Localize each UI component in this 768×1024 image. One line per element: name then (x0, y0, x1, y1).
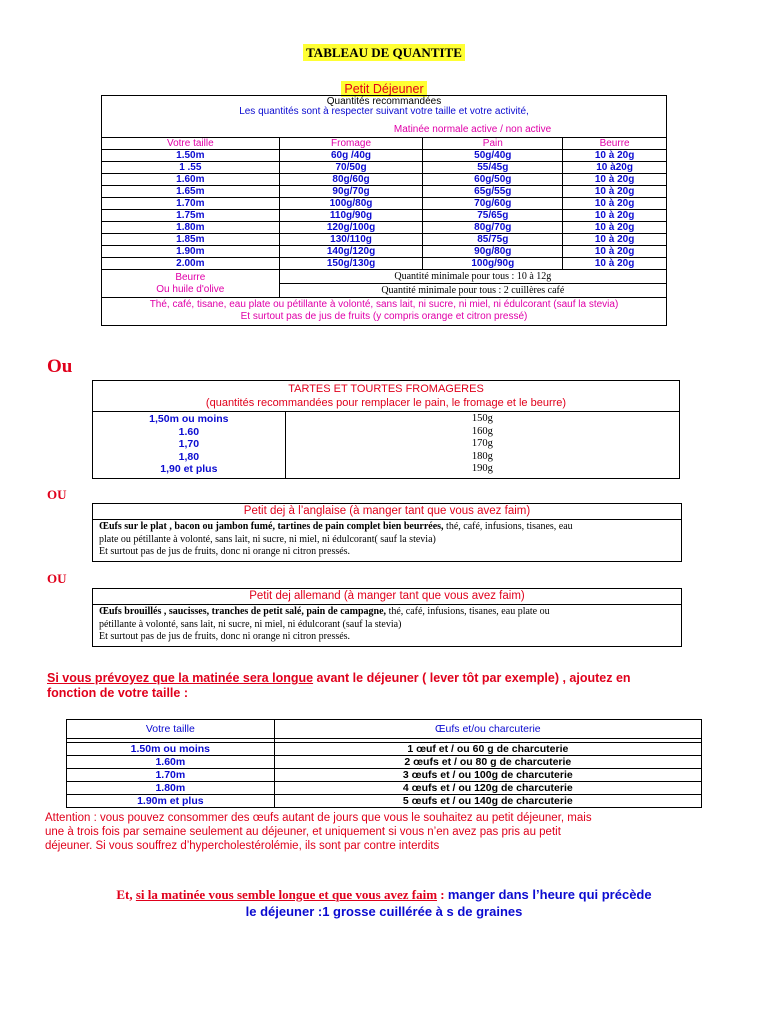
final-colon: : (437, 887, 448, 902)
cell: 80g/60g (279, 174, 423, 186)
attention-note (45, 811, 725, 853)
cell: 90g/80g (423, 246, 563, 258)
final-underlined: si la matinée vous semble longue et que vous avez faim (135, 887, 438, 902)
allemand-drinks: thé, café, infusions, tisanes, eau plate ou (386, 606, 550, 617)
attention-line2: une à trois fois par semaine seulement au déjeuner, et uniquement si vous n’en avez pas pris au petit (45, 826, 561, 838)
allemand-foods: Œufs brouillés , saucisses, tranches de petit salé, pain de campagne, (99, 606, 387, 617)
cell: 10 à20g (563, 162, 667, 174)
quantities-note: Les quantités sont à respecter suivant votre taille et votre activité, (239, 106, 529, 117)
cell: 75/65g (423, 210, 563, 222)
allemand-line3: Et surtout pas de jus de fruits, donc ni orange ni citron pressés. (99, 631, 351, 642)
cell: 60g /40g (279, 150, 423, 162)
min-qty-beurre: Quantité minimale pour tous : 10 à 12g (279, 270, 666, 284)
cell: 100g/90g (423, 258, 563, 270)
table-row (102, 198, 667, 210)
cell: 1 .55 (102, 162, 280, 174)
list-item: 1,90 et plus (160, 463, 218, 475)
anglais-line3: Et surtout pas de jus de fruits, donc ni orange ni citron pressés. (99, 546, 351, 557)
cell: 1.50m (102, 150, 280, 162)
cell: 50g/40g (423, 150, 563, 162)
anglais-line2: plate ou pétillante à volonté, sans lait, ni sucre, ni miel, ni édulcorant( sauf la stevia) (99, 533, 436, 545)
anglais-heading: Petit dej à l’anglaise (à manger tant que vous avez faim) (93, 504, 681, 520)
table-row (67, 782, 702, 795)
no-juice-note: Et surtout pas de jus de fruits (y compris orange et citron pressé) (240, 310, 528, 322)
cell: 1.70m (67, 769, 275, 782)
page-title: TABLEAU DE QUANTITE (0, 44, 768, 62)
table-row (67, 795, 702, 808)
table-row (102, 162, 667, 174)
cell: 3 œufs et / ou 100g de charcuterie (274, 769, 701, 782)
cell: 10 à 20g (563, 174, 667, 186)
cell: 1.60m (67, 756, 275, 769)
table-row (102, 258, 667, 270)
col-header-fromage: Fromage (279, 138, 423, 150)
cell: 130/110g (279, 234, 423, 246)
ou-separator: Ou (47, 356, 73, 377)
cell: 4 œufs et / ou 120g de charcuterie (274, 782, 701, 795)
cell: 70g/60g (423, 198, 563, 210)
cell: 1.50m ou moins (67, 743, 275, 756)
anglais-foods: Œufs sur le plat , bacon ou jambon fumé, tartines de pain complet bien beurrées, (99, 521, 444, 532)
cell: 10 à 20g (563, 258, 667, 270)
anglais-drinks: thé, café, infusions, tisanes, eau (443, 521, 573, 532)
list-item: 160g (471, 425, 493, 437)
cell: 80g/70g (423, 222, 563, 234)
page-subtitle: Petit Déjeuner (0, 80, 768, 98)
warning-rest: avant le déjeuner ( lever tôt par exemple) , ajoutez en (313, 671, 631, 685)
final-line2: le déjeuner :1 grosse cuillérée à s de graines (245, 904, 523, 919)
list-item: 150g (471, 413, 493, 424)
cell: 150g/130g (279, 258, 423, 270)
col-header-taille: Votre taille (102, 138, 280, 150)
final-note (0, 886, 768, 920)
ou-separator: OU (47, 571, 67, 586)
allemand-heading: Petit dej allemand (à manger tant que vous avez faim) (93, 589, 681, 605)
cell: 1.65m (102, 186, 280, 198)
ou-separator: OU (47, 487, 67, 502)
cell: 140g/120g (279, 246, 423, 258)
cell: 55/45g (423, 162, 563, 174)
table-row (102, 246, 667, 258)
table-row (102, 234, 667, 246)
table-row (102, 210, 667, 222)
col-header-oeufs: Œufs et/ou charcuterie (274, 720, 701, 739)
cell: 10 à 20g (563, 210, 667, 222)
allemand-line2: pétillante à volonté, sans lait, ni sucre, ni miel, ni édulcorant (sauf la stevia) (99, 618, 402, 630)
cell: 1.80m (67, 782, 275, 795)
table-row (102, 150, 667, 162)
drinks-note: Thé, café, tisane, eau plate ou pétillante à volonté, sans lait, ni sucre, ni miel, ni édulcorant (sauf la stevia) (149, 299, 619, 310)
cell: 65g/55g (423, 186, 563, 198)
cell: 110g/90g (279, 210, 423, 222)
cell: 1.90m et plus (67, 795, 275, 808)
list-item: 190g (471, 463, 493, 474)
cell: 10 à 20g (563, 246, 667, 258)
attention-line3: déjeuner. Si vous souffrez d’hypercholestérolémie, ils sont par contre interdits (45, 840, 440, 852)
cell: 70/50g (279, 162, 423, 174)
cell: 2.00m (102, 258, 280, 270)
cell: 1.85m (102, 234, 280, 246)
anglais-box (92, 503, 682, 562)
cell: 1.60m (102, 174, 280, 186)
quantities-heading: Quantités recommandées (326, 96, 442, 107)
final-blue: manger dans l’heure qui précède (447, 887, 652, 902)
cell: 10 à 20g (563, 198, 667, 210)
eggs-table (66, 719, 702, 808)
list-item: 180g (471, 450, 493, 462)
table-row (67, 756, 702, 769)
tartes-table (92, 380, 680, 479)
cell: 10 à 20g (563, 150, 667, 162)
cell: 100g/80g (279, 198, 423, 210)
cell: 10 à 20g (563, 222, 667, 234)
cell: 1.70m (102, 198, 280, 210)
cell: 2 œufs et / ou 80 g de charcuterie (274, 756, 701, 769)
warning-line2: fonction de votre taille : (47, 686, 188, 700)
table-row (102, 174, 667, 186)
table-row (67, 743, 702, 756)
allemand-box (92, 588, 682, 647)
col-header-beurre: Beurre (563, 138, 667, 150)
olive-label: Ou huile d'olive (156, 283, 225, 295)
cell: 1.80m (102, 222, 280, 234)
table-row (102, 186, 667, 198)
list-item: 1,50m ou moins (149, 413, 229, 425)
beurre-label: Beurre (175, 271, 206, 283)
final-et: Et, (116, 887, 136, 902)
warning-underlined: Si vous prévoyez que la matinée sera longue (47, 671, 314, 685)
quantities-table (101, 95, 667, 326)
col-header-taille: Votre taille (67, 720, 275, 739)
list-item: 1.60 (178, 425, 200, 438)
cell: 85/75g (423, 234, 563, 246)
activity-label: Matinée normale active / non active (279, 117, 666, 138)
cell: 1 œuf et / ou 60 g de charcuterie (274, 743, 701, 756)
cell: 1.75m (102, 210, 280, 222)
cell: 10 à 20g (563, 186, 667, 198)
list-item: 170g (471, 438, 493, 449)
long-morning-warning (47, 671, 727, 701)
cell: 10 à 20g (563, 234, 667, 246)
tartes-heading: TARTES ET TOURTES FROMAGERES (288, 383, 484, 395)
list-item: 1,70 (178, 438, 200, 450)
tartes-subheading: (quantités recommandées pour remplacer le pain, le fromage et le beurre) (205, 397, 567, 409)
cell: 1.90m (102, 246, 280, 258)
list-item: 1,80 (178, 450, 200, 463)
cell: 5 œufs et / ou 140g de charcuterie (274, 795, 701, 808)
col-header-pain: Pain (423, 138, 563, 150)
table-row (67, 769, 702, 782)
cell: 90g/70g (279, 186, 423, 198)
min-qty-huile: Quantité minimale pour tous : 2 cuillères café (279, 284, 666, 298)
cell: 120g/100g (279, 222, 423, 234)
table-row (102, 222, 667, 234)
cell: 60g/50g (423, 174, 563, 186)
attention-line1: Attention : vous pouvez consommer des œufs autant de jours que vous le souhaitez au petit déjeuner, mais (45, 812, 592, 824)
